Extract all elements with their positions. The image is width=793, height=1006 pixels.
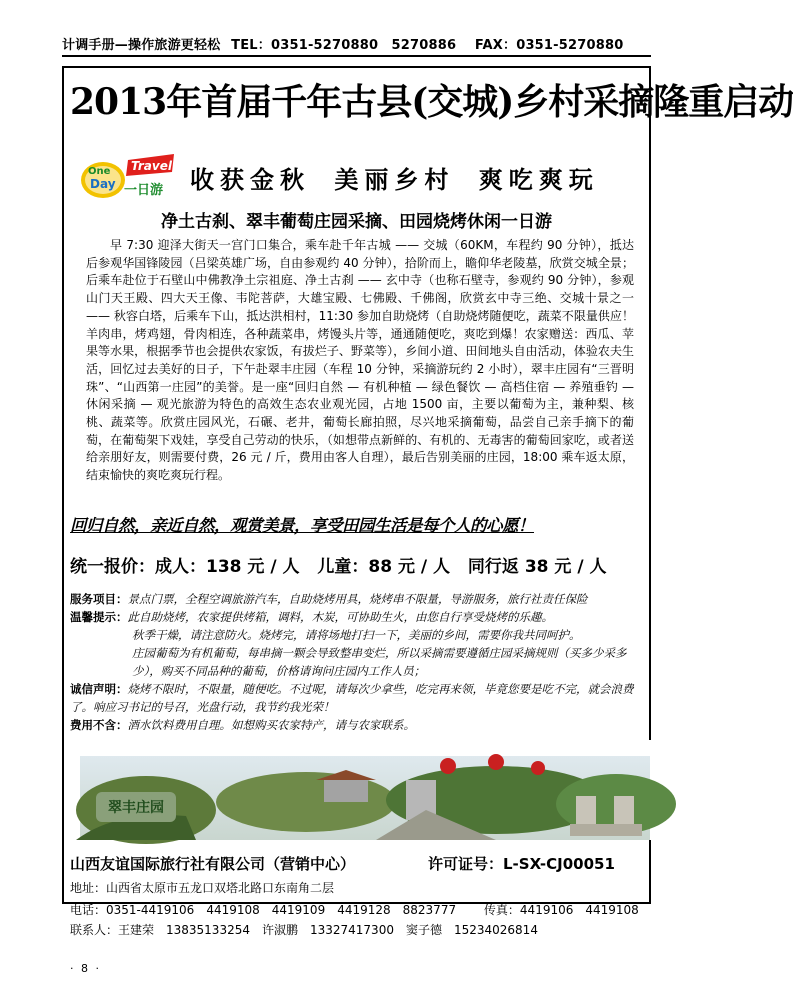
- slogan: [190, 160, 630, 200]
- company-phone: 电话：0351-4419106 4419108 4419109 4419128 8823777: [70, 903, 457, 917]
- service-row: [70, 590, 645, 608]
- info-section: [70, 590, 645, 734]
- company-fax: 传真：4419106 4419108: [483, 903, 639, 917]
- price-child: 儿童：88 元 / 人: [317, 557, 450, 577]
- tips-line: 此自助烧烤，农家提供烤箱，调料，木炭，可协助生火，由您自行享受烧烤的乐趣。: [127, 610, 553, 624]
- honesty-row: [70, 680, 645, 716]
- excluded-label: 费用不含：: [70, 718, 128, 732]
- honesty-label: 诚信声明：: [70, 682, 128, 696]
- excluded-text: 酒水饮料费用自理。如想购买农家特产，请与农家联系。: [127, 718, 415, 732]
- tips-row: [70, 608, 645, 626]
- logo-cn: 一日游: [124, 183, 164, 198]
- service-text: 景点门票，全程空调旅游汽车，自助烧烤用具，烧烤串不限量，导游服务，旅行社责任保险: [127, 592, 588, 606]
- slogan-2: 美丽乡村: [334, 165, 455, 194]
- price-line: [70, 552, 650, 577]
- tips-line: 庄园葡萄为有机葡萄，每串摘一颗会导致整串变烂，所以采摘需要遵循庄园采摘规则（买多少采多少），购买不同品种的葡萄，价格请询问庄园内工作人员；: [132, 646, 627, 678]
- slogan-3: 爽吃爽玩: [478, 165, 599, 194]
- logo-travel: Travel: [131, 159, 172, 173]
- price-peer: 同行返 38 元 / 人: [467, 557, 607, 577]
- price-label: 统一报价：: [70, 557, 155, 577]
- header-rule: [62, 55, 651, 57]
- logo-day: Day: [90, 177, 116, 191]
- phone-fax-line: [70, 900, 645, 920]
- company-address: 地址：山西省太原市五龙口双塔北路口东南角二层: [70, 881, 335, 895]
- page-number: · 8 ·: [70, 962, 101, 975]
- tips-label: 温馨提示：: [70, 610, 128, 624]
- logo-one: One: [88, 166, 111, 177]
- honesty-text: 烧烤不限时，不限量，随便吃。不过呢，请每次少拿些，吃完再来领，毕竟您要是吃不完，就会浪费了。响应习书记的号召，光盘行动，我节约我光荣！: [70, 682, 634, 714]
- itinerary-paragraph: 早 7:30 迎泽大街天一宫门口集合，乘车赴千年古城 —— 交城（60KM，车程约 90 分钟），抵达后参观华国锋陵园（吕梁英雄广场，自由参观约 40 分钟），拾阶而上，瞻仰华老陵墓，欣赏交城全景；后乘车赴位于石壁山中佛教净土宗祖庭、净土古刹 —— 玄中寺（也称石壁寺，参观约 90 分钟），参观山门天王殿、四大天王像、韦陀菩萨，大雄宝殿、七佛殿、千佛阁，欣赏玄中寺三绝、交城十景之一 —— 秋容白塔，后乘车下山，抵达洪相村，11:30 参加自助烧烤（自助烧烤随便吃，蔬菜不限量供应！羊肉串，烤鸡翅，骨肉相连，各种蔬菜串，烤馒头片等，通通随便吃，爽吃到爆！农家赠送：西瓜、苹果等水果，根据季节也会提供农家饭，有拔烂子、野菜等），乡间小道、田间地头自由活动，体验农夫生活，回忆过去美好的日子，下午赴翠丰庄园（车程 10 分钟，采摘游玩约 2 小时），翠丰庄园有“三晋明珠”、“山西第一庄园”的美誉。是一座“回归自然 — 有机种植 — 绿色餐饮 — 高档住宿 — 养殖垂钓 — 休闲采摘 — 观光旅游为特色的高效生态农业观光园，占地 1500 亩，主要以葡萄为主，兼种梨、核桃、蔬菜等。欣赏庄园风光，石碾、老井，葡萄长廊拍照，尽兴地采摘葡萄，品尝自己亲手摘下的葡萄，在葡萄架下戏娃，享受自己劳动的快乐，（如想带点新鲜的、有机的、无毒害的葡萄回家吃，或者送给亲朋好友，则需要付费，26 元 / 斤，费用由客人自理），最后告别美丽的庄园，18:00 乘车返太原，结束愉快的爽吃爽玩行程。: [86, 238, 634, 483]
- company-contacts: 联系人：王建荣 13835133254 许淑鹏 13327417300 窦子德 15234026814: [70, 923, 538, 937]
- headline: 2013年首届千年古县(交城)乡村采摘隆重启动: [70, 81, 793, 123]
- photo-sign: 翠丰庄园: [108, 800, 164, 816]
- service-label: 服务项目：: [70, 592, 128, 606]
- tour-subtitle: 净土古刹、翠丰葡萄庄园采摘、田园烧烤休闲一日游: [161, 212, 552, 232]
- company-name: 山西友谊国际旅行社有限公司（营销中心）: [70, 855, 356, 873]
- license-number: 许可证号：L-SX-CJ00051: [428, 855, 615, 873]
- header-line: [62, 34, 651, 54]
- itinerary-text: [86, 237, 634, 485]
- price-adult: 成人：138 元 / 人: [155, 557, 300, 577]
- company-line: [70, 853, 645, 874]
- contact-block: [70, 900, 645, 940]
- header-tel: TEL：0351-5270880 5270886: [231, 38, 457, 53]
- excluded-row: [70, 716, 645, 734]
- one-day-travel-logo: [78, 150, 176, 204]
- slogan-1: 收获金秋: [190, 165, 310, 194]
- header-slogan: 计调手册—操作旅游更轻松: [62, 38, 221, 53]
- orchard-photo-collage: [76, 740, 672, 840]
- header-fax: FAX：0351-5270880: [474, 38, 624, 53]
- tips-line: 秋季干燥，请注意防火。烧烤完，请将场地打扫一下，美丽的乡间，需要你我共同呵护。: [132, 628, 581, 642]
- motto: 回归自然，亲近自然，观赏美景，享受田园生活是每个人的心愿！: [70, 516, 534, 535]
